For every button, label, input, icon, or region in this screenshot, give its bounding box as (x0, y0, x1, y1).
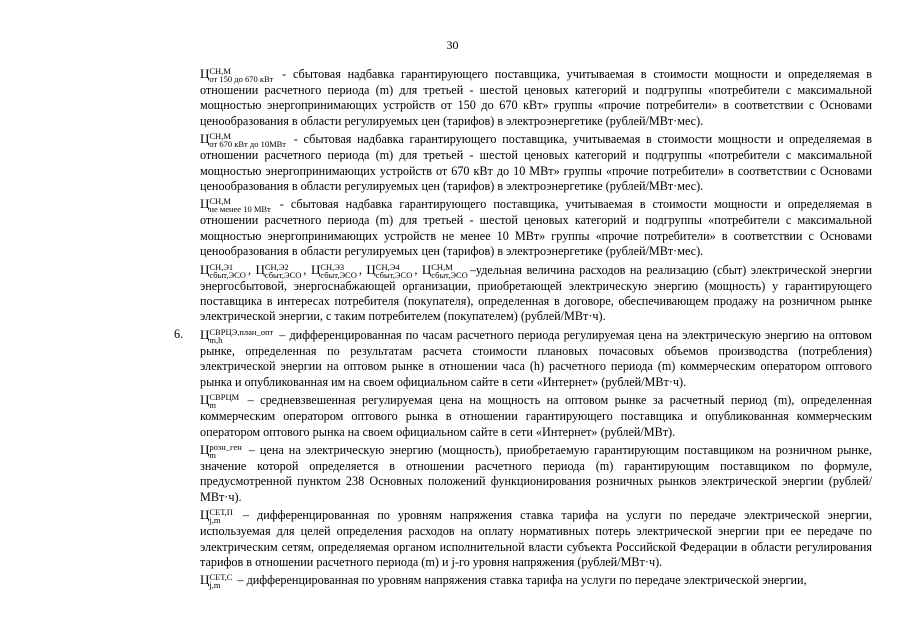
paragraph-text: –удельная величина расходов на реализацию (сбыт) электрической энергии энергосбытовой, энергоснабжающей организации, приобретающей электрическую энергию (мощность) у гарантирующего поставщика в интересах потребителя (покупателя), определенная в договоре, обеспечивающем продажу на розничном рынке электрической энергии, с таким потребителем (покупателем) (рублей/МВт·ч). (200, 262, 873, 324)
paragraph-item-6 (174, 326, 872, 390)
paragraph-sbyt-150-670 (200, 66, 872, 129)
formula-symbol: Ц розн_ген m (200, 441, 242, 460)
paragraph-svrcm (200, 392, 872, 440)
document-body (174, 66, 873, 591)
paragraph-text: – дифференцированная по уровням напряжения ставка тарифа на услуги по передаче электрической энергии, (234, 573, 807, 588)
list-number: 6. (174, 326, 184, 341)
formula-symbol: Ц СН,Э4 сбыт,ЭСО , (366, 261, 422, 280)
paragraph-rozn-gen (200, 442, 872, 505)
formula-symbol: Ц СН,Э3 сбыт,ЭСО , (310, 261, 367, 280)
paragraph-text: - сбытовая надбавка гарантирующего поставщика, учитываемая в стоимости мощности и определяемая в отношении расчетного периода (m) для третьей - шестой ценовых категорий и подгруппы «потребители с максимальной мощностью энергопринимающих устройств не менее 10 МВт» группы «прочие потребители» в соответствии с Основами ценообразования в области регулируемых цен (тарифов) в электроэнергетике (рублей/МВт·мес). (200, 197, 872, 259)
formula-symbol: Ц СЕТ,С j,m (200, 572, 233, 591)
paragraph-text: - сбытовая надбавка гарантирующего поставщика, учитываемая в стоимости мощности и определяемая в отношении расчетного периода (m) для третьей - шестой ценовых категорий и подгруппы «потребители с максимальной мощностью энергопринимающих устройств от 670 кВт до 10 МВт» группы «прочие потребители» в соответствии с Основами ценообразования в области регулируемых цен (тарифов) в электроэнергетике (рублей/МВт·мес). (200, 132, 872, 194)
formula-symbol: Ц СВРЦМ m (200, 392, 240, 411)
paragraph-text: – дифференцированная по уровням напряжения ставка тарифа на услуги по передаче электрической энергии, используемая для целей определения расходов на оплату нормативных потерь электрической энергии при ее передаче по электрическим сетям, определяемая органом исполнительной власти субъекта Российской Федерации в области регулирования тарифов в отношении расчетного периода (m) и j-го уровня напряжения (рублей/МВт·ч). (200, 508, 872, 569)
paragraph-set-p (200, 507, 872, 570)
paragraph-sbyt-10plus (200, 196, 872, 259)
formula-symbol: Ц СН,М от 670 кВт до 10МВт (200, 131, 287, 150)
formula-symbol: Ц СН,Э1 сбыт,ЭСО , (200, 261, 256, 280)
formula-symbol: Ц СЕТ,П j,m (200, 507, 233, 526)
page-number: 30 (446, 38, 459, 52)
paragraph-set-s (200, 572, 872, 589)
formula-symbol: Ц СН,М сбыт,ЭСО (421, 261, 468, 280)
paragraph-text: - сбытовая надбавка гарантирующего поставщика, учитываемая в стоимости мощности и определяемая в отношении расчетного периода (m) для третьей - шестой ценовых категорий и подгруппы «потребители с максимальной мощностью энергопринимающих устройств от 150 до 670 кВт» группы «прочие потребители» в соответствии с Основами ценообразования в области регулируемых цен (тарифов) в электроэнергетике (рублей/МВт·мес). (200, 67, 872, 128)
formula-symbol: Ц СН,М не менее 10 МВт (200, 196, 271, 215)
formula-symbol: Ц СВРЦЭ,план_опт m,h (200, 326, 274, 345)
paragraph-text: – дифференцированная по часам расчетного периода регулируемая цена на электрическую энергию на оптовом рынке, определенная по результатам расчета стоимости плановых почасовых объемов производства (потребления) электрической энергии на оптовом рынке в отношении часа (h) расчетного периода (m) коммерческим оператором оптового рынка и опубликованная им на своем официальном сайте в сети «Интернет» (рублей/МВт·ч). (200, 327, 872, 389)
paragraph-sbyt-670-10 (200, 131, 872, 194)
paragraph-eso (200, 262, 872, 325)
paragraph-text: – средневзвешенная регулируемая цена на мощность на оптовом рынке за расчетный период (m), определенная коммерческим оператором оптового рынка в отношении гарантирующего поставщика и опубликованная коммерческим оператором оптового рынка на своем официальном сайте в сети «Интернет» (рублей/МВт). (200, 393, 872, 439)
formula-symbol: Ц СН,М от 150 до 670 кВт (200, 66, 274, 84)
paragraph-text: – цена на электрическую энергию (мощность), приобретаемую гарантирующим поставщиком на розничном рынке, значение которой определяется в отношении расчетного периода (m) гарантирующим поставщиком по формуле, предусмотренной пунктом 238 Основных положений функционирования розничных рынков электрической энергии (рублей/МВт·ч). (200, 442, 872, 504)
formula-symbol: Ц СН,Э2 сбыт,ЭСО , (255, 261, 311, 280)
